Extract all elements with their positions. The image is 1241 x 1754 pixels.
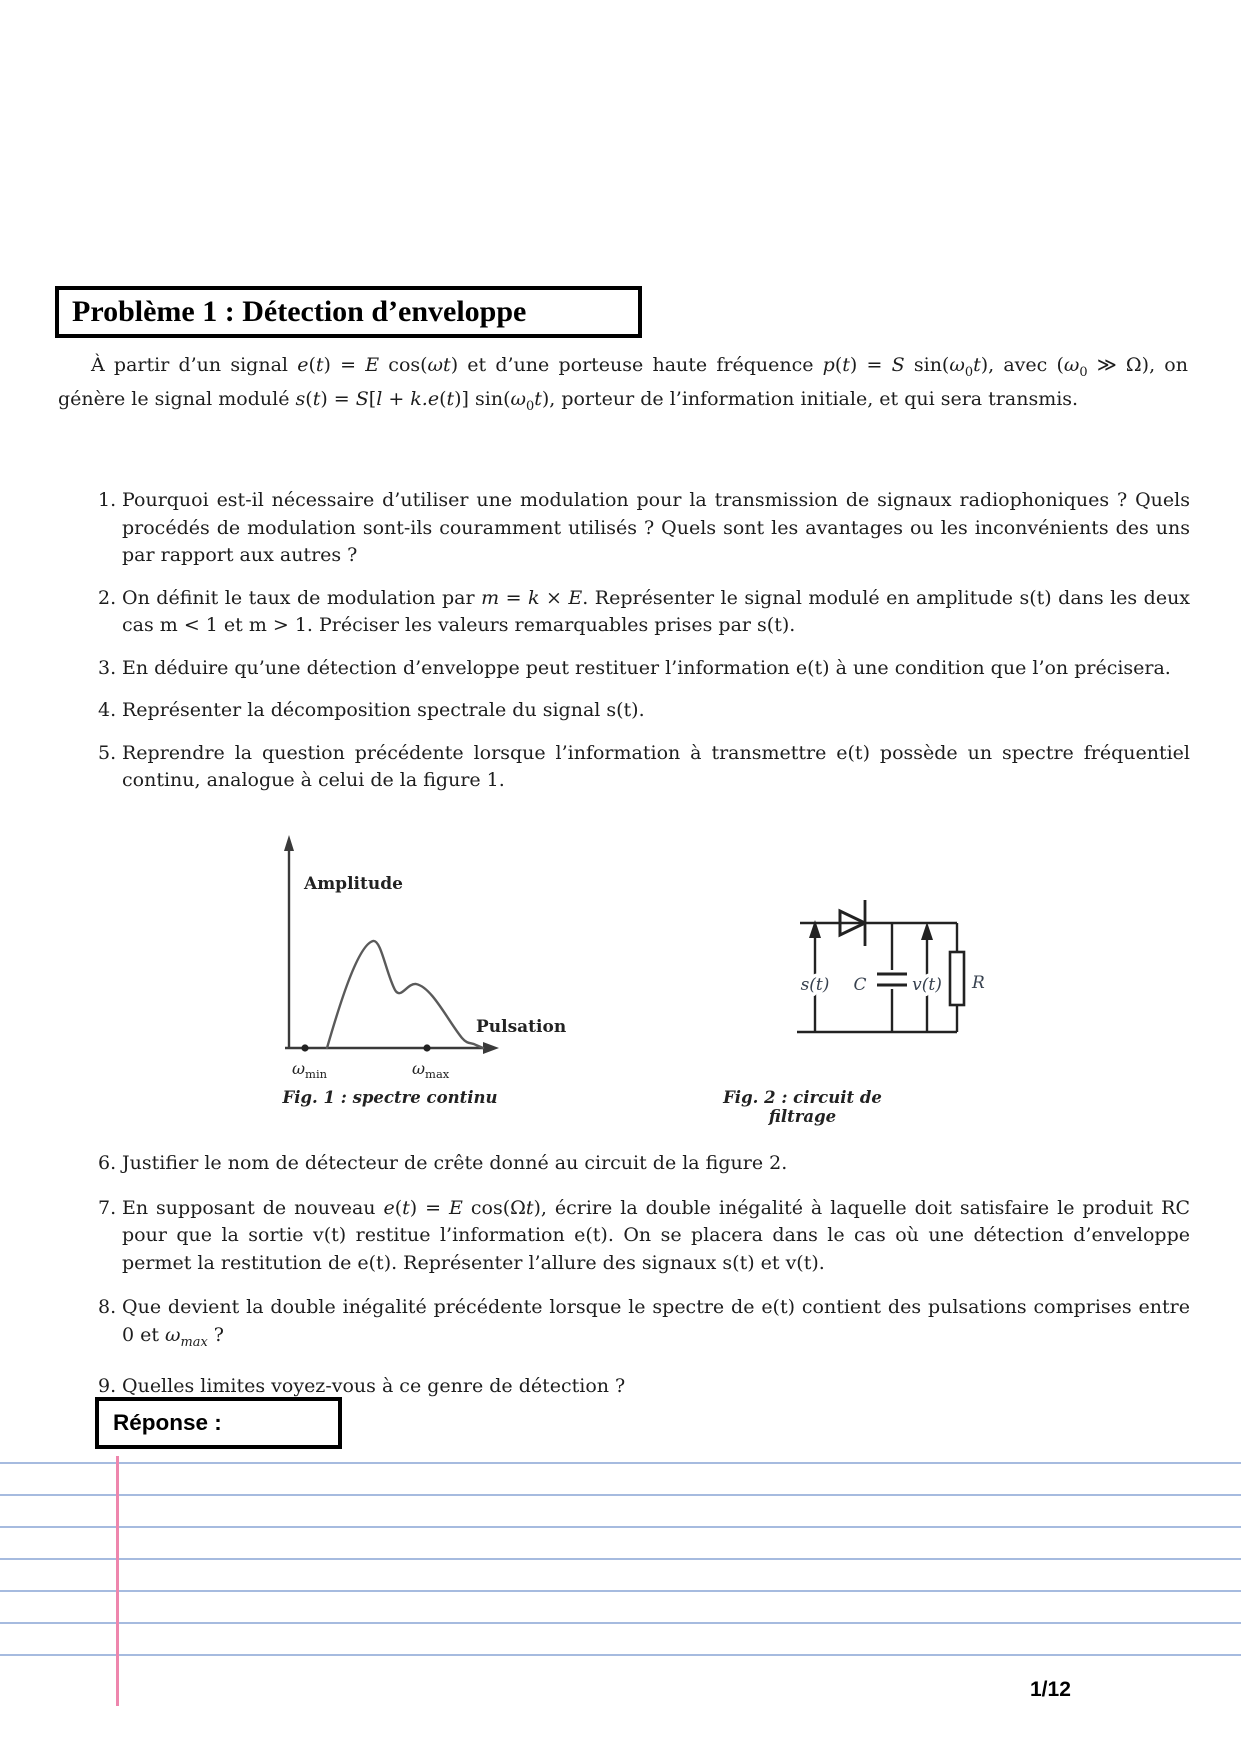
question-number: 9. bbox=[98, 1374, 117, 1397]
tick-min-base: ω bbox=[292, 1059, 306, 1078]
fig1-tick-max bbox=[412, 1059, 450, 1081]
x-axis-arrow-icon bbox=[483, 1042, 499, 1054]
tick-min-sub: min bbox=[305, 1067, 328, 1081]
question-number: 1. bbox=[98, 489, 117, 511]
question-number: 2. bbox=[98, 586, 117, 609]
margin-line bbox=[116, 1456, 119, 1706]
page-number: 1/12 bbox=[1030, 1678, 1071, 1701]
fig1-caption: Fig. 1 : spectre continu bbox=[282, 1088, 498, 1107]
question-number: 5. bbox=[98, 741, 117, 764]
input-signal-label: s(t) bbox=[800, 975, 830, 995]
output-signal-label: v(t) bbox=[912, 975, 942, 995]
question-text: En supposant de nouveau e(t) = E cos(Ωt), écrire la double inégalité à laquelle doit satisfaire le produit RC pour que la sortie v(t) restitue l’information e(t). On se placera dans le cas où une détection d’enveloppe permet la restitution de e(t). Représenter l’allure des signaux s(t) et v(t). bbox=[122, 1196, 1190, 1274]
tick-max-base: ω bbox=[412, 1059, 426, 1078]
question-list-1 bbox=[58, 487, 1190, 810]
tick-dot-min bbox=[301, 1044, 308, 1051]
question-text: Reprendre la question précédente lorsque l’information à transmettre e(t) possède un spectre fréquentiel continu, analogue à celui de la figure 1. bbox=[122, 741, 1190, 791]
capacitor-label: C bbox=[853, 975, 867, 995]
ruled-lines bbox=[0, 1462, 1241, 1658]
answer-box bbox=[95, 1397, 342, 1449]
question-item-4 bbox=[58, 697, 1190, 725]
question-item-6 bbox=[58, 1150, 1190, 1178]
question-item-5 bbox=[58, 740, 1190, 795]
question-list-2 bbox=[58, 1150, 1190, 1417]
problem-title: Problème 1 : Détection d’enveloppe bbox=[72, 295, 527, 328]
output-arrow-icon bbox=[921, 922, 933, 940]
resistor-icon bbox=[950, 952, 964, 1005]
question-item-7 bbox=[58, 1195, 1190, 1278]
question-number: 7. bbox=[98, 1196, 117, 1219]
y-axis-arrow-icon bbox=[284, 835, 294, 851]
figure-1-spectrum bbox=[240, 833, 570, 1093]
question-text: Justifier le nom de détecteur de crête donné au circuit de la figure 2. bbox=[122, 1152, 788, 1174]
question-item-1 bbox=[58, 487, 1190, 570]
fig1-ylabel: Amplitude bbox=[304, 874, 403, 894]
question-text: On définit le taux de modulation par m = k × E. Représenter le signal modulé en amplitude s(t) dans les deux cas m < 1 et m > 1. Préciser les valeurs remarquables prises par s(t). bbox=[122, 586, 1191, 636]
resistor-label: R bbox=[972, 973, 985, 993]
tick-dot-max bbox=[423, 1044, 430, 1051]
question-number: 4. bbox=[98, 699, 117, 721]
figure-2-circuit bbox=[780, 890, 1010, 1050]
fig1-xlabel: Pulsation bbox=[476, 1017, 567, 1037]
fig2-caption: Fig. 2 : circuit de filtrage bbox=[723, 1088, 882, 1126]
question-text: Pourquoi est-il nécessaire d’utiliser une modulation pour la transmission de signaux radiophoniques ? Quels procédés de modulation sont-ils couramment utilisés ? Quels sont les avantages ou les inconvénients des uns par rapport aux autres ? bbox=[122, 489, 1190, 566]
question-item-8 bbox=[58, 1294, 1190, 1356]
intro-paragraph: À partir d’un signal e(t) = E cos(ωt) et d’une porteuse haute fréquence p(t) = S $\sin(\omega_0t)$, avec ($\omega_0$ ≫ Ω), on génère le signal modulé s(t) = S[l + k.e(t)] $\sin(\omega_0t)$, porteur de l’information initiale, et qui sera transmis. bbox=[58, 354, 1188, 415]
question-text: Représenter la décomposition spectrale du signal s(t). bbox=[122, 699, 645, 721]
spectrum-curve bbox=[327, 941, 483, 1048]
answer-label: Réponse : bbox=[113, 1410, 222, 1435]
question-text: Quelles limites voyez-vous à ce genre de détection ? bbox=[122, 1374, 626, 1397]
question-item-3 bbox=[58, 655, 1190, 683]
problem-title-box bbox=[55, 286, 642, 338]
question-number: 8. bbox=[98, 1296, 117, 1318]
fig1-tick-min bbox=[292, 1059, 328, 1081]
question-text: Que devient la double inégalité précédente lorsque le spectre de e(t) contient des pulsations comprises entre 0 et $\omega_{max}$ ? bbox=[122, 1296, 1190, 1350]
question-number: 3. bbox=[98, 656, 117, 679]
tick-max-sub: max bbox=[425, 1067, 450, 1081]
question-text: En déduire qu’une détection d’enveloppe peut restituer l’information e(t) à une condition que l’on précisera. bbox=[122, 656, 1171, 679]
question-number: 6. bbox=[98, 1152, 117, 1174]
question-item-2 bbox=[58, 585, 1190, 640]
